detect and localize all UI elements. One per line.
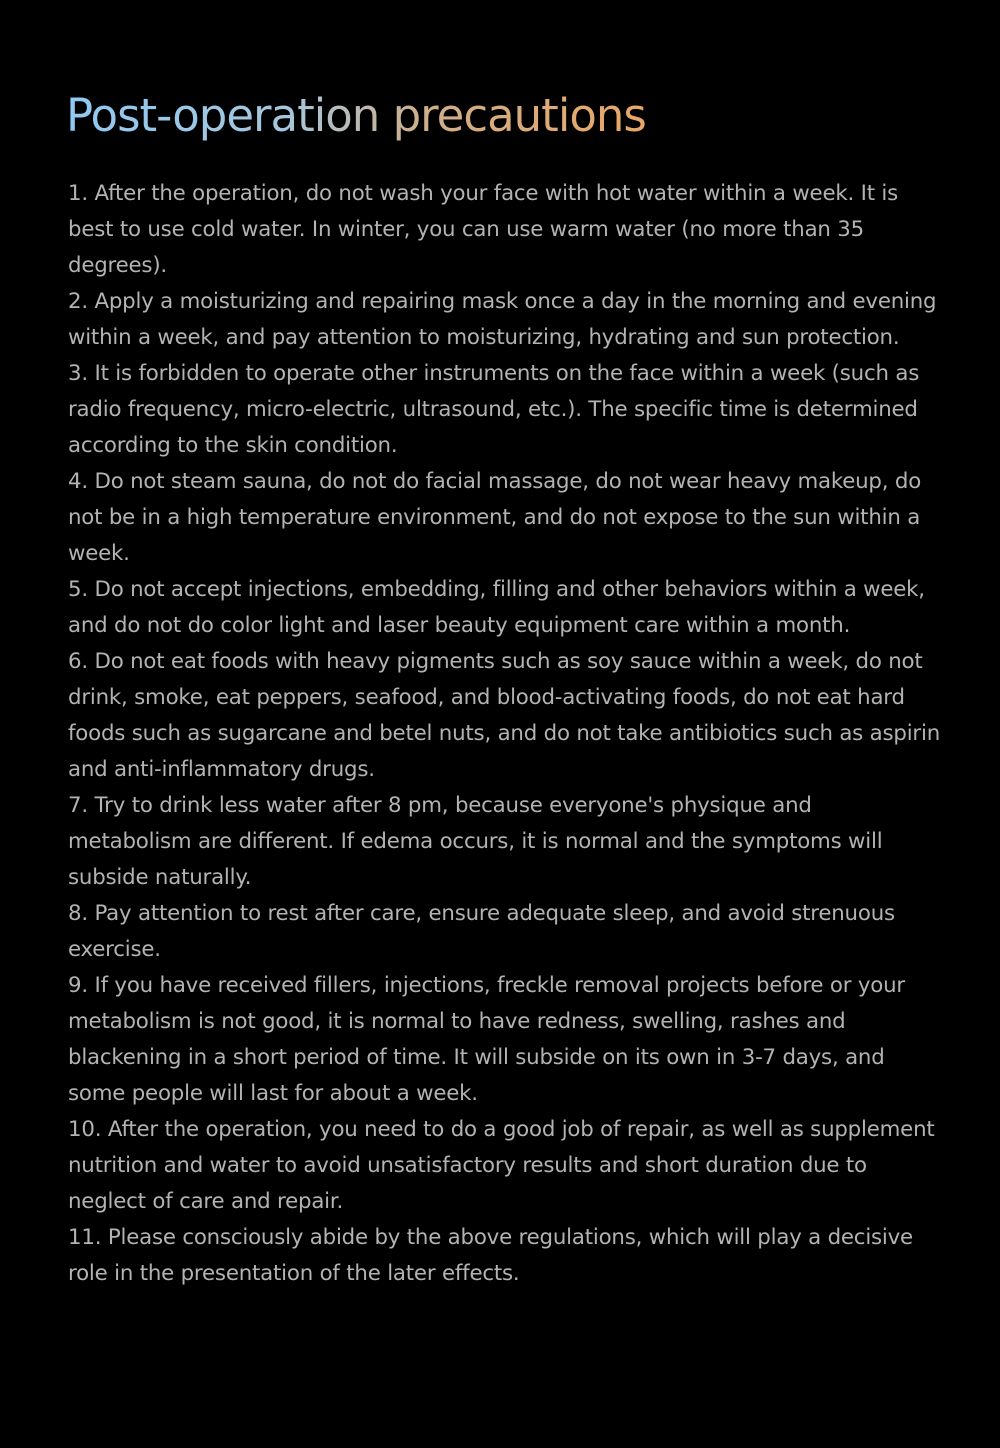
page-title: Post-operation precautions bbox=[66, 86, 646, 146]
list-item: 8. Pay attention to rest after care, ensure adequate sleep, and avoid strenuous exercise. bbox=[68, 901, 895, 962]
list-item: 10. After the operation, you need to do a good job of repair, as well as supplement nutrition and water to avoid unsatisfactory results and short duration due to neglect of care and repair. bbox=[68, 1117, 935, 1214]
list-item: 9. If you have received fillers, injections, freckle removal projects before or your metabolism is not good, it is normal to have redness, swelling, rashes and blackening in a short period of time. It will subside on its own in 3-7 days, and some people will last for about a week. bbox=[68, 973, 905, 1106]
list-item: 6. Do not eat foods with heavy pigments such as soy sauce within a week, do not drink, smoke, eat peppers, seafood, and blood-activating foods, do not eat hard foods such as sugarcane and betel nuts, and do not take antibiotics such as aspirin and anti-inflammatory drugs. bbox=[68, 649, 940, 782]
precautions-list bbox=[68, 176, 940, 1292]
list-item: 2. Apply a moisturizing and repairing mask once a day in the morning and evening within a week, and pay attention to moisturizing, hydrating and sun protection. bbox=[68, 289, 937, 350]
list-item: 3. It is forbidden to operate other instruments on the face within a week (such as radio frequency, micro-electric, ultrasound, etc.). The specific time is determined according to the skin condition. bbox=[68, 361, 920, 458]
list-item: 5. Do not accept injections, embedding, filling and other behaviors within a week, and do not do color light and laser beauty equipment care within a month. bbox=[68, 577, 925, 638]
list-item: 1. After the operation, do not wash your face with hot water within a week. It is best to use cold water. In winter, you can use warm water (no more than 35 degrees). bbox=[68, 181, 899, 278]
list-item: 11. Please consciously abide by the above regulations, which will play a decisive role in the presentation of the later effects. bbox=[68, 1225, 913, 1286]
list-item: 4. Do not steam sauna, do not do facial massage, do not wear heavy makeup, do not be in a high temperature environment, and do not expose to the sun within a week. bbox=[68, 469, 922, 566]
list-item: 7. Try to drink less water after 8 pm, because everyone's physique and metabolism are different. If edema occurs, it is normal and the symptoms will subside naturally. bbox=[68, 793, 883, 890]
